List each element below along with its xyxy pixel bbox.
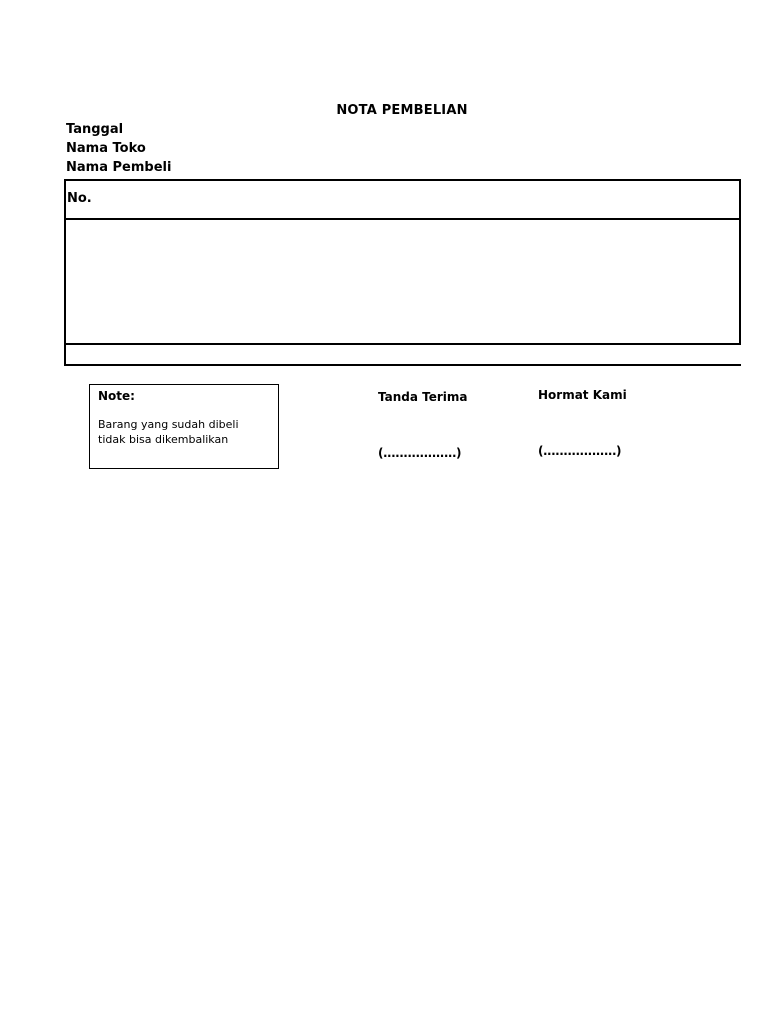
table-body-divider (64, 343, 741, 345)
table-bottom-border (64, 364, 741, 366)
note-label: Note: (98, 389, 135, 403)
column-header-no: No. (67, 191, 92, 206)
document-title: NOTA PEMBELIAN (336, 103, 468, 118)
receiver-signature-placeholder: (..................) (378, 446, 462, 460)
table-top-border (64, 179, 741, 181)
sender-signature-placeholder: (..................) (538, 444, 622, 458)
table-right-border (739, 179, 741, 345)
sender-label: Hormat Kami (538, 388, 627, 402)
field-tanggal: Tanggal (66, 122, 124, 137)
field-nama-pembeli: Nama Pembeli (66, 160, 172, 175)
receiver-label: Tanda Terima (378, 390, 468, 404)
note-text-line-1: Barang yang sudah dibeli (98, 418, 239, 431)
field-nama-toko: Nama Toko (66, 141, 146, 156)
note-box (89, 384, 279, 469)
table-header-divider (64, 218, 741, 220)
note-text (98, 417, 268, 447)
table-left-border (64, 179, 66, 366)
note-text-line-2: tidak bisa dikembalikan (98, 433, 229, 446)
